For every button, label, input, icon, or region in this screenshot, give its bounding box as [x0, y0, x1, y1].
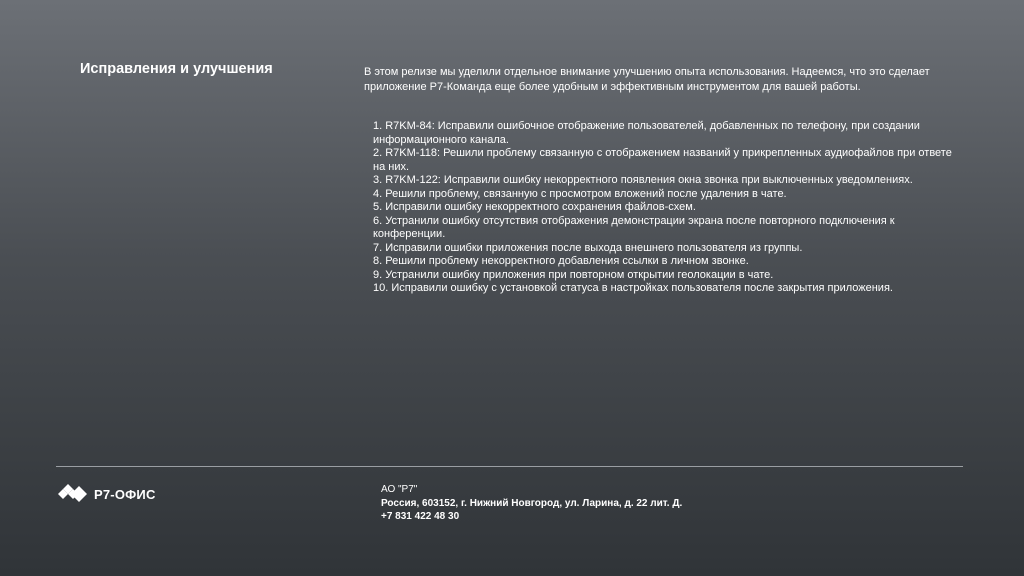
fix-item: 6. Устранили ошибку отсутствия отображения демонстрации экрана после повторного подключения к конференции. [373, 214, 895, 240]
fix-item: 4. Решили проблему, связанную с просмотром вложений после удаления в чате. [373, 187, 787, 200]
fix-item: 3. R7KM-122: Исправили ошибку некорректного появления окна звонка при выключенных уведомлениях. [373, 174, 913, 186]
fix-item: 8. Решили проблему некорректного добавления ссылки в личном звонке. [373, 255, 749, 267]
fix-item: 7. Исправили ошибки приложения после выхода внешнего пользователя из группы. [373, 241, 803, 254]
fix-item: 10. Исправили ошибку с установкой статуса в настройках пользователя после закрытия приложения. [373, 282, 893, 294]
company-address: Россия, 603152, г. Нижний Новгород, ул. Ларина, д. 22 лит. Д. [381, 497, 683, 509]
fix-list [373, 120, 963, 296]
fix-item: 1. R7KM-84: Исправили ошибочное отображение пользователей, добавленных по телефону, при создании информационного канала. [373, 120, 920, 146]
r7-office-logo [58, 484, 156, 504]
section-title: Исправления и улучшения [80, 61, 273, 77]
fix-item: 2. R7KM-118: Решили проблему связанную с отображением названий у прикрепленных аудиофайлов при ответе на них. [373, 147, 952, 173]
release-intro: В этом релизе мы уделили отдельное внимание улучшению опыта использования. Надеемся, что это сделает приложение Р7-Команда еще более удобным и эффективным инструментом для вашей работы. [364, 66, 930, 93]
company-info [381, 483, 682, 524]
fix-item: 9. Устранили ошибку приложения при повторном открытии геолокации в чате. [373, 268, 774, 281]
company-phone: +7 831 422 48 30 [381, 511, 460, 522]
r7-logo-icon [58, 484, 89, 504]
footer-divider [56, 466, 963, 467]
logo-text: Р7-ОФИС [94, 486, 156, 502]
company-name: АО "Р7" [381, 484, 418, 495]
fix-item: 5. Исправили ошибку некорректного сохранения файлов-схем. [373, 201, 696, 213]
